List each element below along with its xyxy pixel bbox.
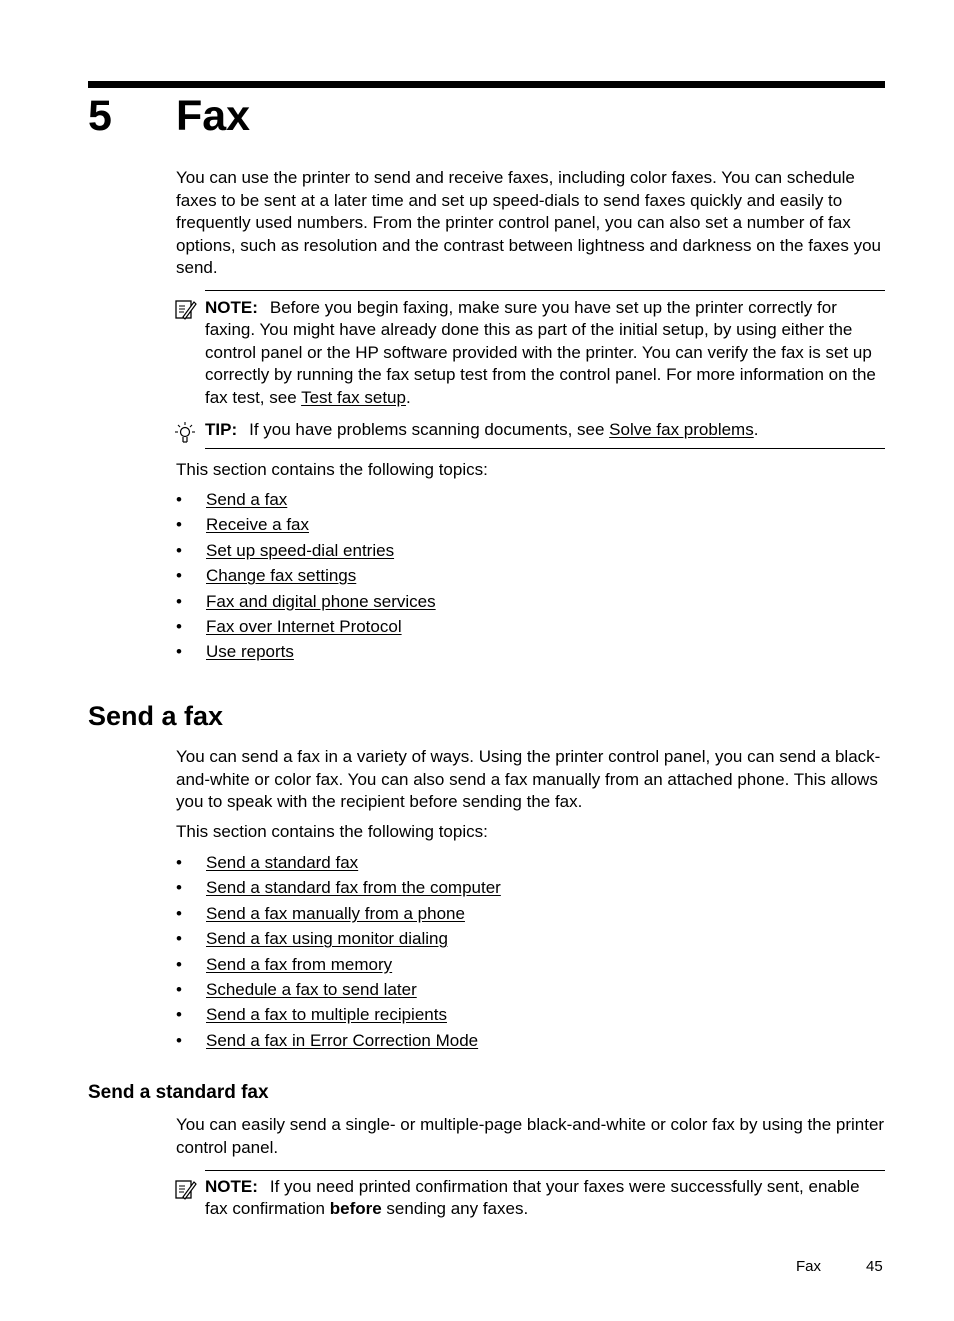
topic-link[interactable]: Use reports [206,642,294,662]
topic-link[interactable]: Fax and digital phone services [206,591,436,611]
bullet: • [176,490,182,509]
solve-fax-problems-link[interactable]: Solve fax problems [609,420,754,439]
note-icon [174,298,198,322]
bullet: • [176,616,182,636]
bullet: • [176,929,182,949]
topic-link[interactable]: Send a fax using monitor dialing [206,929,448,949]
note-label: NOTE: [205,298,258,317]
section-paragraph: You can send a fax in a variety of ways. Using the printer control panel, you can send a black-and-white or color fax. You can also send a fax manually from an attached phone. This allows you to speak with the recipient before sending the fax. [176,747,881,811]
list-item [176,489,436,514]
topic-link[interactable]: Send a standard fax from the computer [206,878,501,898]
section-topics-list [176,852,501,1055]
note2-top-rule [205,1170,885,1171]
list-item [176,1004,501,1029]
page-number: 45 [866,1258,883,1275]
list-item [176,877,501,902]
list-item [176,979,501,1004]
topic-link[interactable]: Schedule a fax to send later [206,979,417,999]
list-item [176,641,436,666]
topic-link[interactable]: Send a fax manually from a phone [206,903,465,923]
subsection-heading: Send a standard fax [88,1082,269,1103]
section-heading: Send a fax [88,701,224,731]
topic-link[interactable]: Set up speed-dial entries [206,540,395,560]
subsection-paragraph: You can easily send a single- or multiple-page black-and-white or color fax by using the printer control panel. [176,1115,885,1157]
intro-paragraph: You can use the printer to send and receive faxes, including color faxes. You can schedule faxes to be sent at a later time and set up speed-dials to send faxes quickly and easily to frequently used numbers. From the printer control panel, you can also set a number of fax options, such as resolution and the contrast between lightness and darkness on the faxes you send. [176,168,882,277]
chapter-number: 5 [88,92,112,140]
bullet: • [176,954,182,974]
bullet: • [176,903,182,923]
bullet: • [176,540,182,560]
list-item [176,954,501,979]
note-text: Before you begin faxing, make sure you have set up the printer correctly for faxing. You might have already done this as part of the initial setup, by using either the control panel or the HP software provided with the printer. You can verify the fax is set up correctly by running the fax setup test from the control panel. For more information on the fax test, see [205,298,876,407]
note2-label: NOTE: [205,1177,258,1196]
topic-link[interactable]: Change fax settings [206,566,357,586]
list-item [176,928,501,953]
chapter-topics-list [176,489,436,667]
topic-link[interactable]: Send a standard fax [206,853,359,872]
list-item [176,591,436,616]
bullet: • [176,1005,182,1025]
note2-text: If you need printed confirmation that your faxes were successfully sent, enable fax confirmation [205,1177,860,1219]
test-fax-setup-link[interactable]: Test fax setup [301,387,406,407]
bullet: • [176,591,182,611]
tip-end: . [753,420,759,439]
tip-text: If you have problems scanning documents, see [249,420,610,439]
note-icon [174,1178,198,1202]
note2-end: sending any faxes. [381,1199,529,1219]
bullet: • [176,878,182,898]
footer-section: Fax [796,1258,822,1275]
bullet: • [176,853,182,872]
tip-bottom-rule [205,448,885,449]
topic-link[interactable]: Send a fax to multiple recipients [206,1005,447,1025]
note-box [205,297,885,409]
topic-link[interactable]: Send a fax in Error Correction Mode [206,1030,479,1050]
tip-lightbulb-icon [174,421,198,445]
bullet: • [176,1030,182,1050]
note-end: . [405,387,411,407]
section-topics-intro: This section contains the following topics: [176,822,488,841]
tip-box [205,419,885,441]
topic-link[interactable]: Send a fax from memory [206,954,393,974]
topic-link[interactable]: Fax over Internet Protocol [206,616,402,636]
topics-intro: This section contains the following topics: [176,460,488,479]
topic-link[interactable]: Send a fax [206,490,288,509]
bullet: • [176,979,182,999]
list-item [176,565,436,590]
tip-label: TIP: [205,420,238,439]
topic-link[interactable]: Receive a fax [206,515,309,535]
bullet: • [176,566,182,586]
note2-box [205,1176,885,1221]
list-item [176,616,436,641]
list-item [176,514,436,539]
chapter-title: Fax [176,92,251,140]
list-item [176,540,436,565]
bullet: • [176,515,182,535]
list-item [176,852,501,877]
note2-bold: before [329,1199,382,1219]
bullet: • [176,642,182,662]
chapter-rule [88,81,885,88]
list-item [176,1030,501,1055]
list-item [176,903,501,928]
note-top-rule [205,290,885,291]
